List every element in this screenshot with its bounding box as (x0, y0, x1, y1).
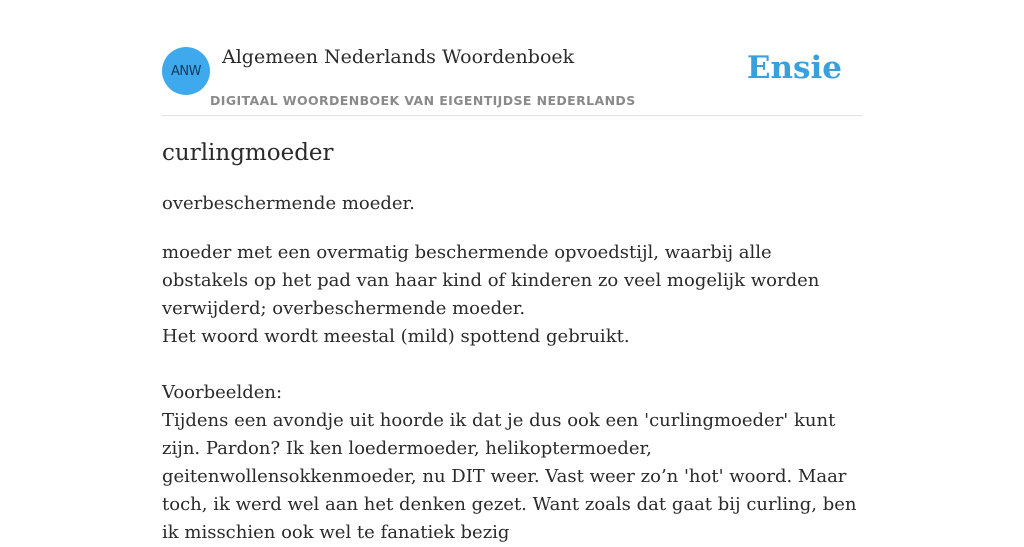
short-definition: overbeschermende moeder. (162, 193, 415, 214)
long-definition: moeder met een overmatig beschermende opvoedstijl, waarbij alle obstakels op het pad van haar kind of kinderen zo veel mogelijk worden verwijderd; overbeschermende moeder. Het woord wordt meestal (mild) spottend gebruikt. Voorbeelden: Tijdens een avondje uit hoorde ik dat je dus ook een 'curlingmoeder' kunt zijn. Pardon? Ik ken loedermoeder, helikoptermoeder, geitenwollensokkenmoeder, nu DIT weer. Vast weer zo’n 'hot' woord. Maar toch, ik werd wel aan het denken gezet. Want zoals dat gaat bij curling, ben ik misschien ook wel te fanatiek bezig (162, 242, 857, 543)
site-header (162, 0, 862, 116)
entry-title: curlingmoeder (162, 140, 334, 166)
dictionary-title[interactable]: Algemeen Nederlands Woordenboek (222, 46, 575, 68)
anw-logo[interactable] (162, 47, 210, 95)
content-container (162, 0, 862, 543)
ensie-brand-logo[interactable]: Ensie (746, 50, 842, 86)
logo-text: ANW (171, 63, 201, 79)
dictionary-tagline: DIGITAAL WOORDENBOEK VAN EIGENTIJDSE NEDERLANDS (210, 93, 636, 108)
